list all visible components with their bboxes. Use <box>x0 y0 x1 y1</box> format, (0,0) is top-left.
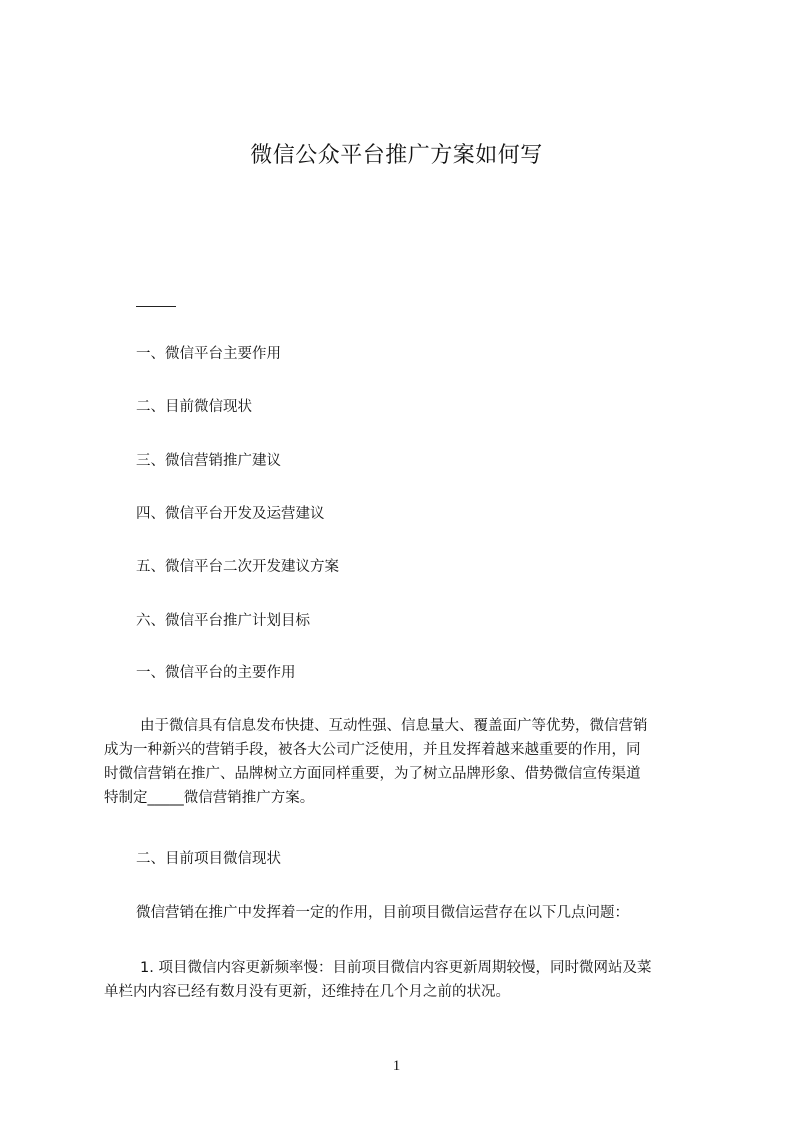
paragraph-line: 由于微信具有信息发布快捷、互动性强、信息量大、覆盖面广等优势，微信营销 <box>140 718 648 734</box>
paragraph-line: 1. 项目微信内容更新频率慢：目前项目微信内容更新周期较慢，同时微网站及菜 <box>140 960 652 976</box>
section-2-item-1 <box>104 956 700 1004</box>
toc-item-4: 四、微信平台开发及运营建议 <box>136 506 325 522</box>
toc-item-3: 三、微信营销推广建议 <box>136 453 281 469</box>
toc-item-6: 六、微信平台推广计划目标 <box>136 613 310 629</box>
section-2-intro: 微信营销在推广中发挥着一定的作用，目前项目微信运营存在以下几点问题： <box>136 905 629 921</box>
toc-item-5: 五、微信平台二次开发建议方案 <box>136 559 339 575</box>
page-title: 微信公众平台推广方案如何写 <box>250 143 543 168</box>
section-1-paragraph <box>104 714 700 810</box>
divider-line <box>136 306 176 307</box>
toc-item-2: 二、目前微信现状 <box>136 399 252 415</box>
paragraph-line: 时微信营销在推广、品牌树立方面同样重要，为了树立品牌形象、借势微信宣传渠道 <box>104 766 641 782</box>
paragraph-line: 特制定_____微信营销推广方案。 <box>104 790 315 806</box>
section-heading-2: 二、目前项目微信现状 <box>136 851 281 867</box>
paragraph-line: 单栏内内容已经有数月没有更新，还维持在几个月之前的状况。 <box>104 984 510 1000</box>
toc-item-1: 一、微信平台主要作用 <box>136 346 281 362</box>
page-number: 1 <box>392 1058 401 1074</box>
paragraph-line: 成为一种新兴的营销手段，被各大公司广泛使用，并且发挥着越来越重要的作用，同 <box>104 742 641 758</box>
section-heading-1: 一、微信平台的主要作用 <box>136 665 296 681</box>
